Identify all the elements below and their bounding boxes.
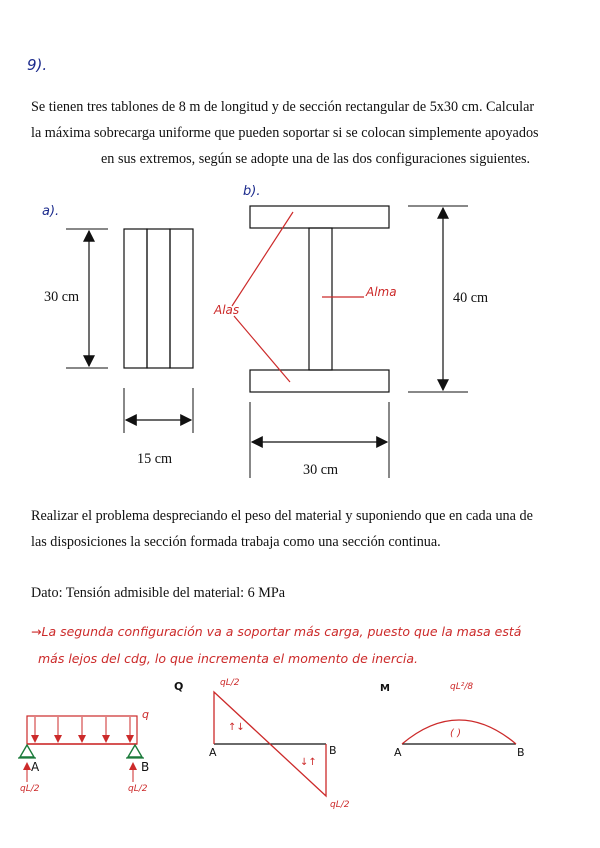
answer-line-2: más lejos del cdg, lo que incrementa el momento de inercia. xyxy=(38,651,418,666)
plank-2 xyxy=(147,229,170,368)
moment-point-b: B xyxy=(517,746,525,759)
figure-b-height-label: 40 cm xyxy=(453,290,489,306)
problem-statement-line-1: Se tienen tres tablones de 8 m de longitud y de sección rectangular de 5x30 cm. Calcular xyxy=(31,99,535,115)
reaction-a-label: qL/2 xyxy=(20,784,40,794)
instructions-line-1: Realizar el problema despreciando el peso del material y suponiendo que en cada una de xyxy=(31,508,533,524)
dato-line: Dato: Tensión admisible del material: 6 MPa xyxy=(31,585,286,601)
shear-positive-area xyxy=(214,692,270,744)
plank-1 xyxy=(124,229,147,368)
moment-max-label: qL²/8 xyxy=(450,682,474,692)
alas-pointer-top xyxy=(232,212,293,306)
moment-point-a: A xyxy=(394,746,402,759)
instructions-line-2: las disposiciones la sección formada trabaja como una sección continua. xyxy=(31,534,441,550)
shear-sign-left: ↑↓ xyxy=(228,722,245,733)
problem-number: 9). xyxy=(27,56,48,74)
figure-b-width-label: 30 cm xyxy=(303,462,339,478)
support-a xyxy=(20,745,34,757)
figure-a-height-label: 30 cm xyxy=(44,289,80,305)
moment-title: M xyxy=(380,683,390,694)
flange-label: Alas xyxy=(214,303,240,317)
figure-a-width-label: 15 cm xyxy=(137,451,173,467)
shear-title: Q xyxy=(174,680,184,693)
reaction-b-label: qL/2 xyxy=(128,784,148,794)
support-b-label: B xyxy=(141,760,150,774)
alas-pointer-bottom xyxy=(234,316,290,382)
load-label: q xyxy=(142,708,149,721)
moment-sign: ( ) xyxy=(450,728,461,739)
bottom-flange xyxy=(250,370,389,392)
support-a-label: A xyxy=(31,760,40,774)
shear-sign-right: ↓↑ xyxy=(300,757,317,768)
problem-statement-line-3: en sus extremos, según se adopte una de las dos configuraciones siguientes. xyxy=(101,151,531,167)
web-label: Alma xyxy=(366,285,397,299)
web xyxy=(309,228,332,370)
shear-point-b: B xyxy=(329,744,337,757)
shear-negative-area xyxy=(270,744,326,796)
shear-max-label: qL/2 xyxy=(220,678,240,688)
answer-line-1: →La segunda configuración va a soportar más carga, puesto que la masa está xyxy=(31,624,522,639)
support-b xyxy=(128,745,142,757)
shear-min-label: qL/2 xyxy=(330,800,350,810)
shear-point-a: A xyxy=(209,746,217,759)
figure-a-label: a). xyxy=(42,204,60,219)
plank-3 xyxy=(170,229,193,368)
problem-statement-line-2: la máxima sobrecarga uniforme que pueden soportar si se colocan simplemente apoyados xyxy=(31,125,539,141)
top-flange xyxy=(250,206,389,228)
figure-b-label: b). xyxy=(243,184,261,199)
